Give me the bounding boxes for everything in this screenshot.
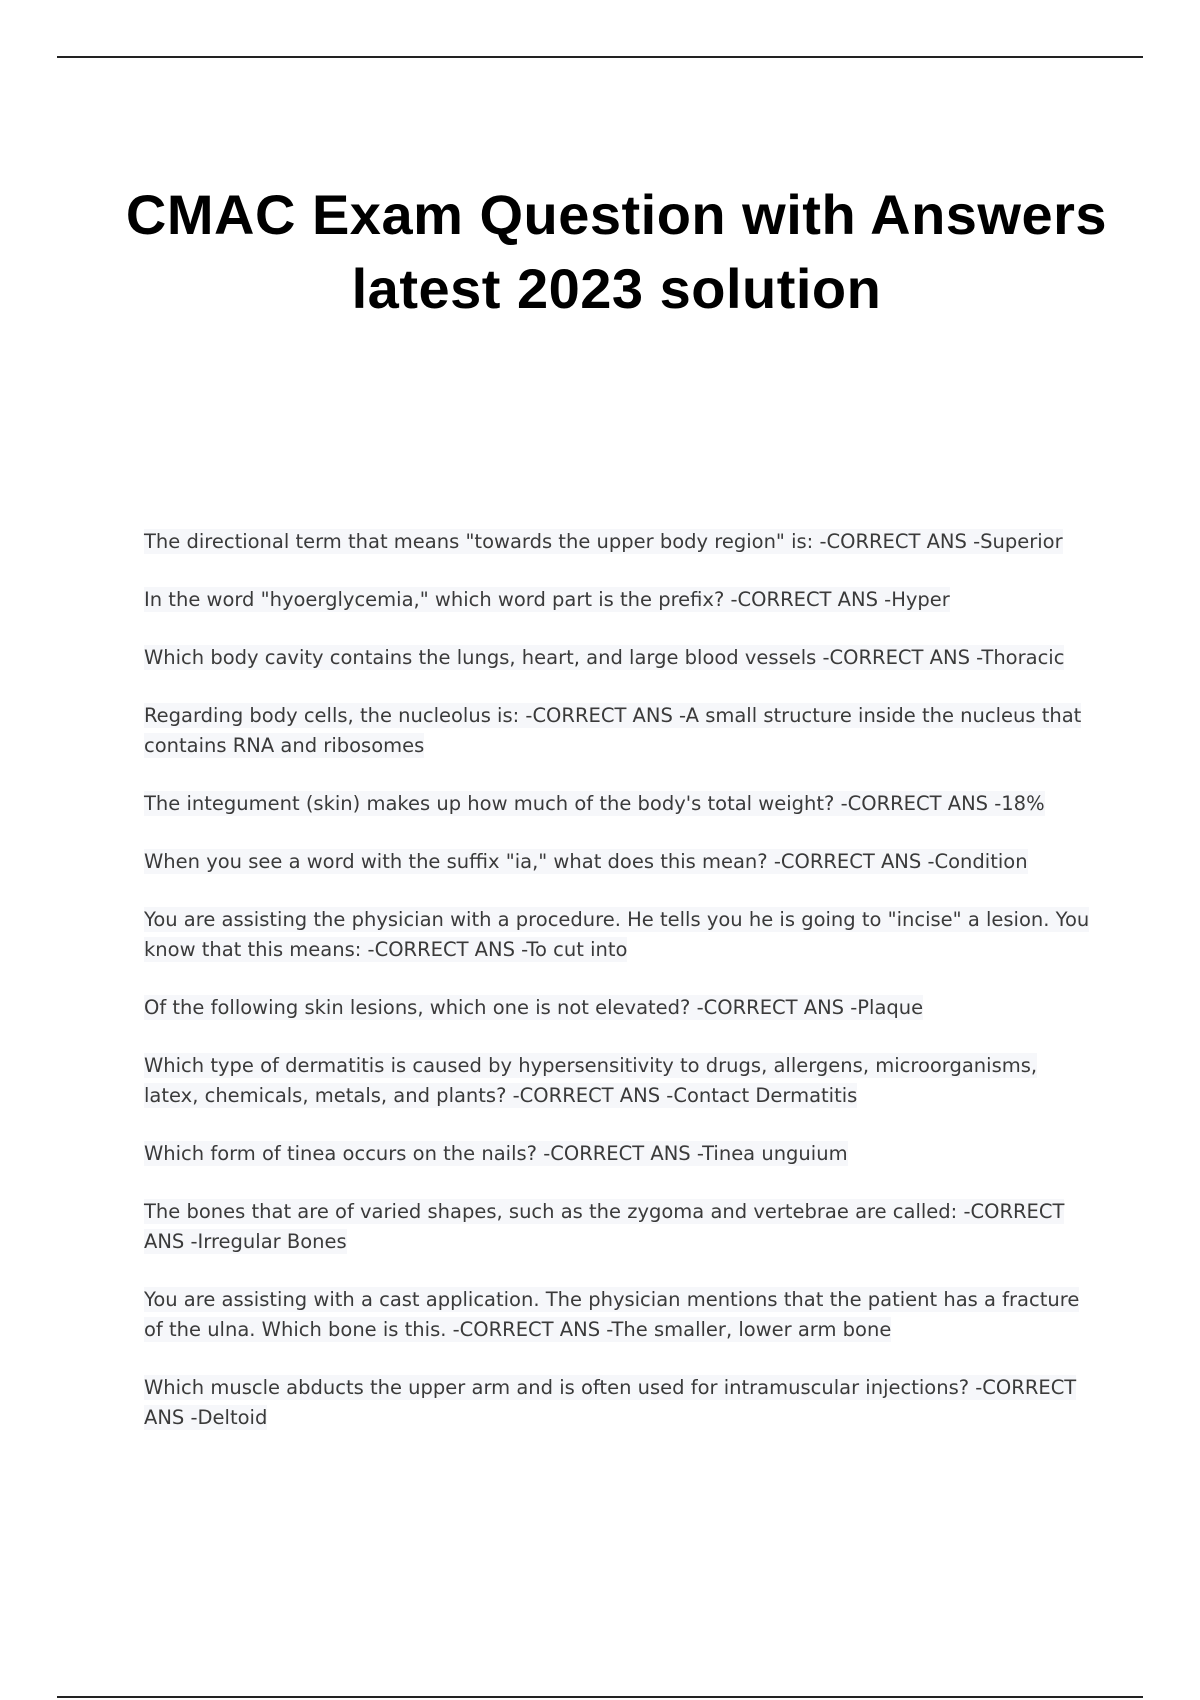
qa-text: You are assisting the physician with a procedure. He tells you he is going to "incise" a lesion. You know that this means: -CORRECT ANS -To cut into: [144, 908, 1090, 961]
qa-text: Which body cavity contains the lungs, heart, and large blood vessels -CORRECT ANS -Thoracic: [144, 646, 1065, 669]
qa-item: [144, 1051, 1094, 1111]
qa-item: [144, 527, 1094, 557]
qa-item: [144, 643, 1094, 673]
qa-text: Which muscle abducts the upper arm and is often used for intramuscular injections? -CORRECT ANS -Deltoid: [144, 1376, 1077, 1429]
qa-item: [144, 789, 1094, 819]
qa-item: [144, 993, 1094, 1023]
qa-text: Which form of tinea occurs on the nails? -CORRECT ANS -Tinea unguium: [144, 1142, 848, 1165]
qa-text: The bones that are of varied shapes, such as the zygoma and vertebrae are called: -CORRECT ANS -Irregular Bones: [144, 1200, 1065, 1253]
qa-item: [144, 1373, 1094, 1433]
qa-text: Which type of dermatitis is caused by hypersensitivity to drugs, allergens, microorganisms, latex, chemicals, metals, and plants? -CORRECT ANS -Contact Dermatitis: [144, 1054, 1038, 1107]
top-rule: [57, 56, 1143, 58]
qa-text: You are assisting with a cast application. The physician mentions that the patient has a fracture of the ulna. Which bone is this. -CORRECT ANS -The smaller, lower arm bone: [144, 1288, 1080, 1341]
qa-item: [144, 1139, 1094, 1169]
qa-text: The integument (skin) makes up how much of the body's total weight? -CORRECT ANS -18%: [144, 792, 1045, 815]
document-title: CMAC Exam Question with Answers latest 2023 solution: [125, 183, 1108, 320]
qa-text: In the word "hyoerglycemia," which word part is the prefix? -CORRECT ANS -Hyper: [144, 588, 950, 611]
qa-item: [144, 1197, 1094, 1257]
qa-list: [144, 527, 1094, 1461]
qa-item: [144, 847, 1094, 877]
qa-item: [144, 1285, 1094, 1345]
bottom-rule: [57, 1696, 1143, 1698]
qa-text: Regarding body cells, the nucleolus is: -CORRECT ANS -A small structure inside the nucleus that contains RNA and ribosomes: [144, 704, 1082, 757]
qa-text: The directional term that means "towards the upper body region" is: -CORRECT ANS -Superior: [144, 530, 1063, 553]
qa-text: Of the following skin lesions, which one is not elevated? -CORRECT ANS -Plaque: [144, 996, 924, 1019]
qa-item: [144, 701, 1094, 761]
qa-item: [144, 585, 1094, 615]
qa-text: When you see a word with the suffix "ia," what does this mean? -CORRECT ANS -Condition: [144, 850, 1028, 873]
qa-item: [144, 905, 1094, 965]
